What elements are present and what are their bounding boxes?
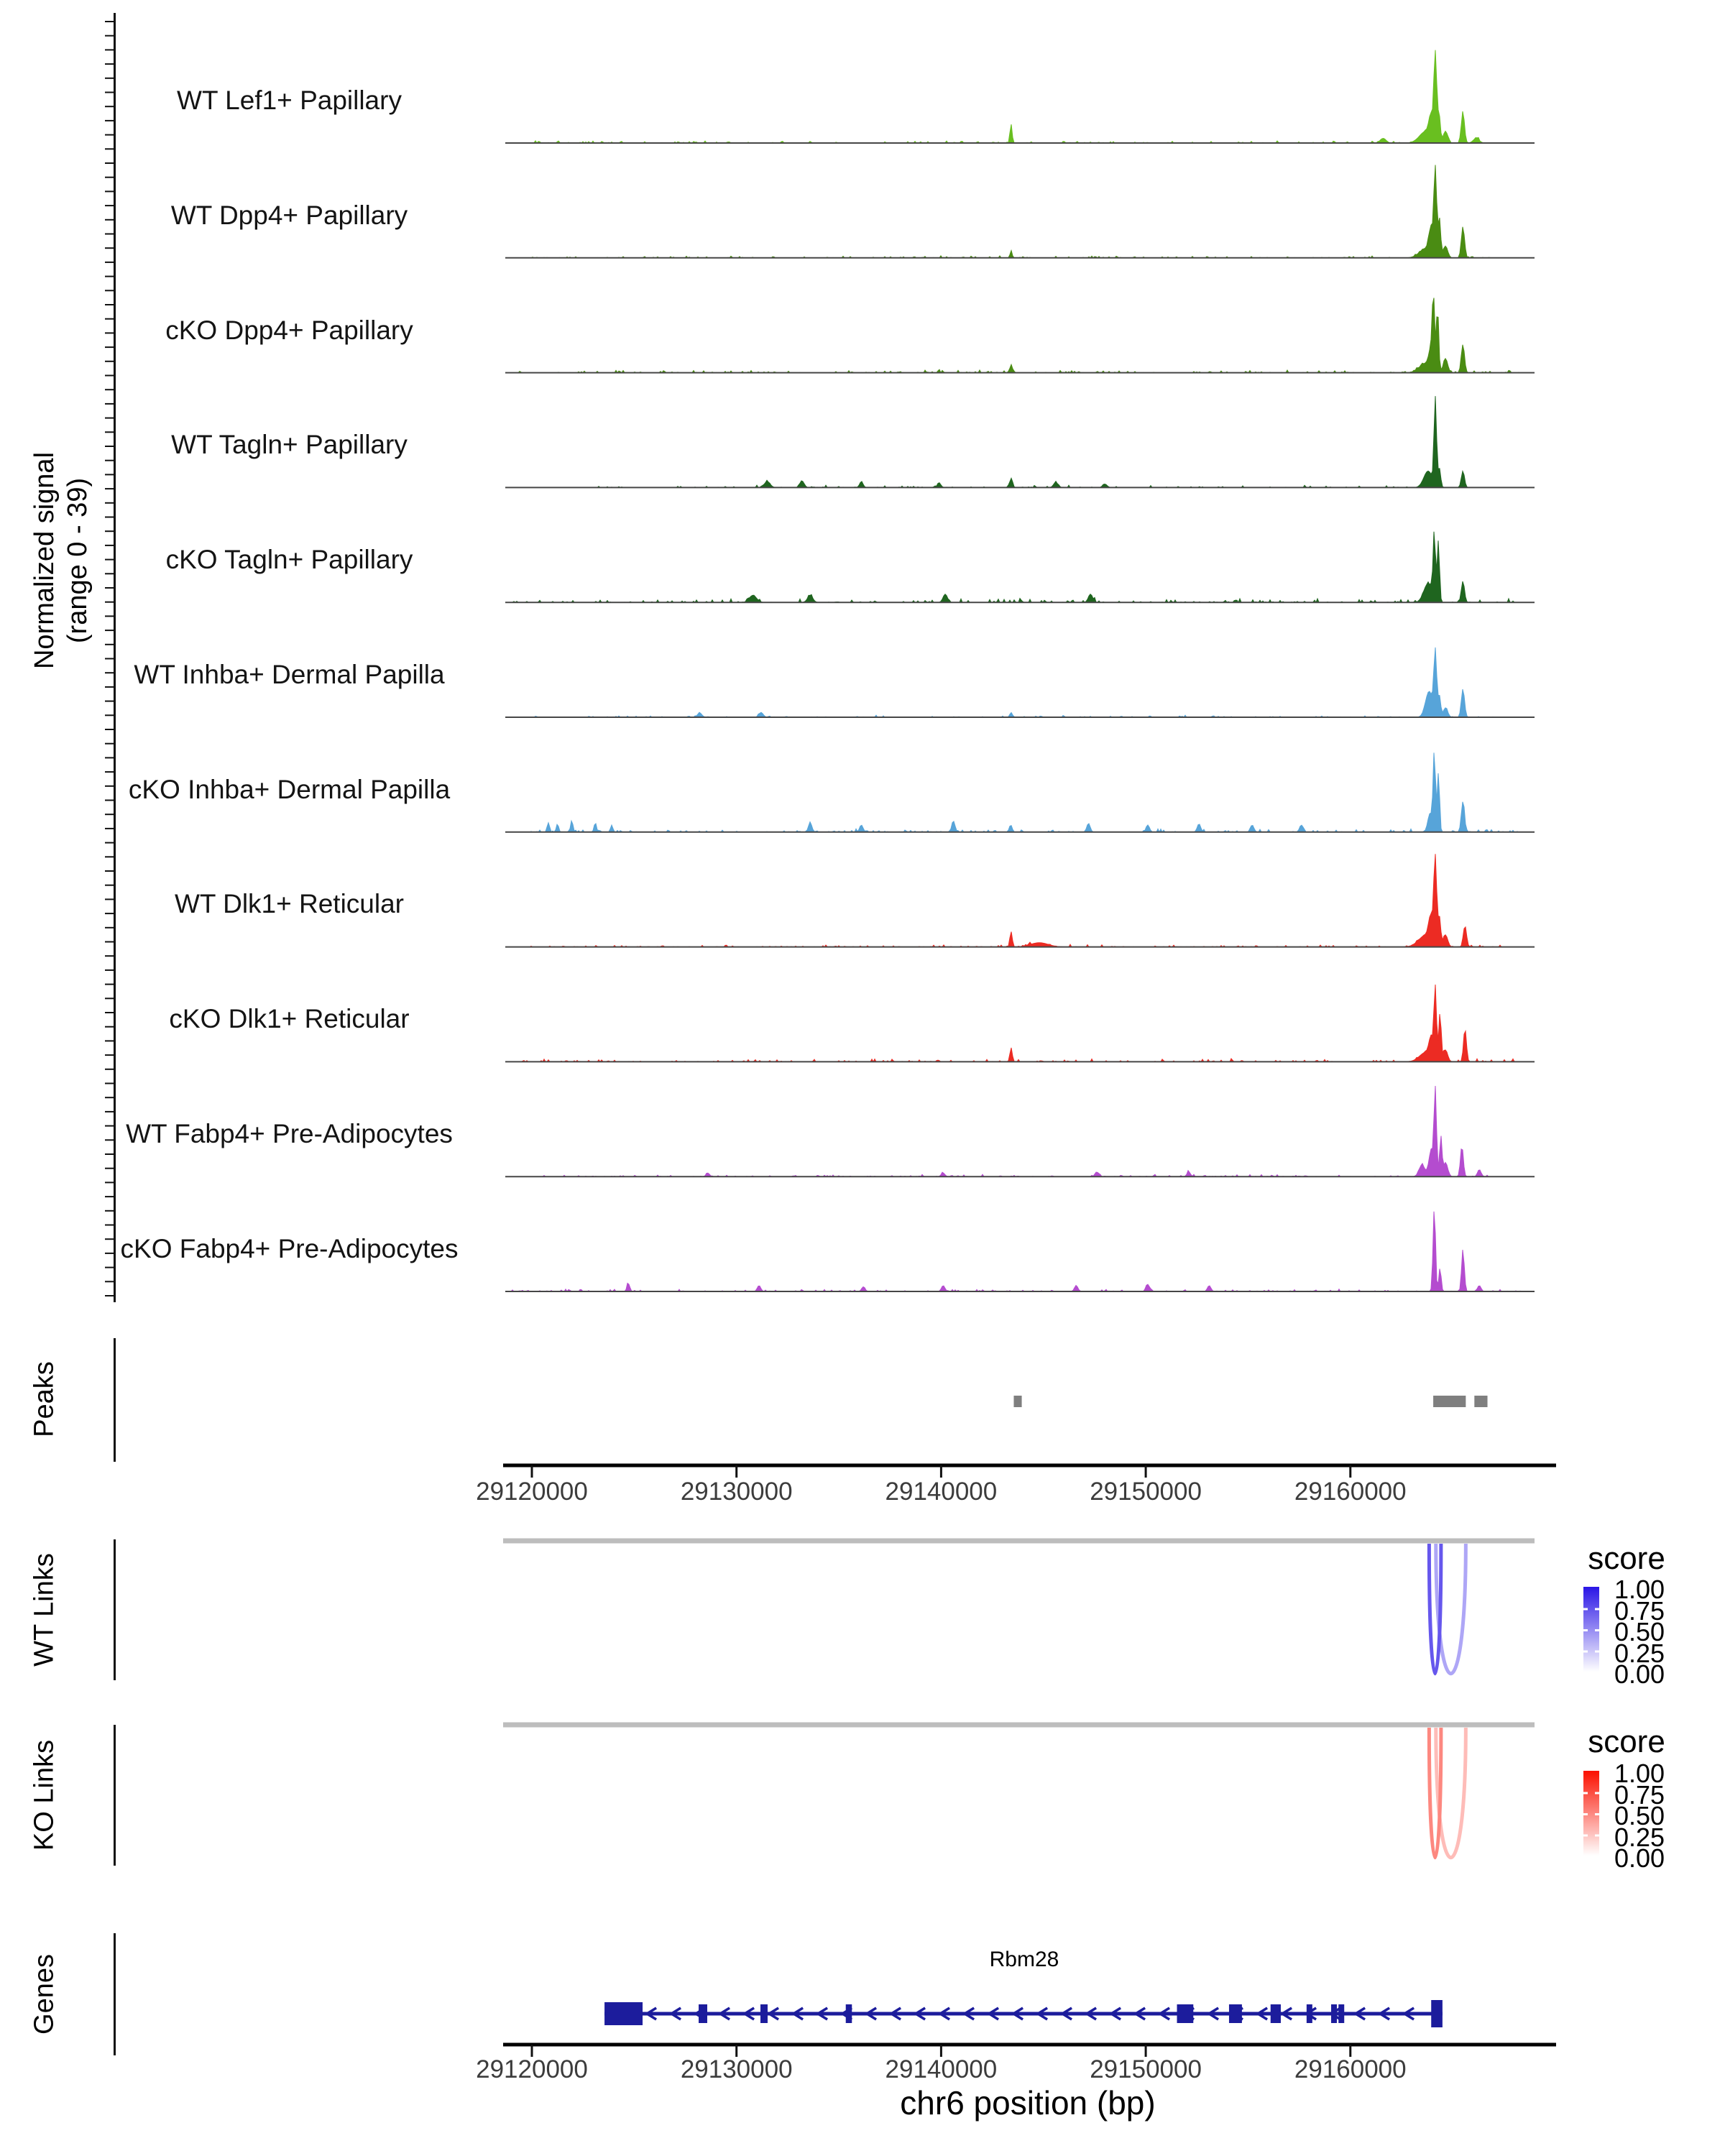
wt-score-legend-bar-tick <box>1595 1608 1599 1611</box>
ko-score-legend-bar-tick <box>1583 1813 1588 1815</box>
x-tick-label-upper: 29160000 <box>1294 1478 1407 1506</box>
gene-exon-3 <box>1177 2004 1194 2023</box>
y-axis-title-line1: Normalized signal <box>29 451 60 670</box>
x-tick-label-upper: 29120000 <box>476 1478 588 1506</box>
gene-tss-box <box>1431 2000 1443 2027</box>
gene-utr-box <box>604 2002 643 2025</box>
x-tick-label-lower: 29150000 <box>1090 2055 1202 2083</box>
gene-exon-6 <box>1307 2004 1312 2023</box>
gene-name-label: Rbm28 <box>989 1948 1059 1971</box>
track-label-wt-lef1: WT Lef1+ Papillary <box>177 86 402 115</box>
gene-exon-4 <box>1229 2004 1242 2023</box>
signal-area-track-6 <box>505 752 1535 831</box>
signal-area-track-2 <box>505 298 1535 373</box>
ko-links-section-label: KO Links <box>29 1739 60 1851</box>
gene-exon-7 <box>1331 2004 1337 2023</box>
gene-exon-2 <box>846 2004 852 2023</box>
ko-legend-tick-label: 1.00 <box>1614 1759 1665 1788</box>
signal-area-track-7 <box>505 854 1535 946</box>
ko-score-legend-title: score <box>1588 1724 1665 1759</box>
signal-area-track-0 <box>505 50 1535 143</box>
track-label-cko-tagln: cKO Tagln+ Papillary <box>165 545 413 574</box>
ko-legend-tick-label: 0.00 <box>1614 1843 1665 1873</box>
track-label-cko-dlk1: cKO Dlk1+ Reticular <box>169 1004 410 1033</box>
ko-legend-tick-label: 0.75 <box>1614 1779 1665 1810</box>
signal-area-track-4 <box>505 532 1535 602</box>
wt-legend-tick-label: 0.75 <box>1614 1595 1665 1626</box>
x-tick-label-upper: 29140000 <box>885 1478 998 1506</box>
wt-links-section-label: WT Links <box>29 1553 60 1667</box>
ko-score-legend-bar-tick <box>1595 1835 1599 1837</box>
wt-score-legend-title: score <box>1588 1541 1665 1576</box>
gene-exon-1 <box>760 2004 768 2023</box>
wt-legend-tick-label: 0.50 <box>1614 1617 1665 1646</box>
wt-score-legend-bar-tick <box>1583 1629 1588 1631</box>
signal-area-track-9 <box>505 1086 1535 1176</box>
wt-legend-tick-label: 0.00 <box>1614 1659 1665 1689</box>
signal-area-track-10 <box>505 1212 1535 1291</box>
track-label-wt-dpp4: WT Dpp4+ Papillary <box>170 201 408 230</box>
gene-exon-0 <box>699 2004 707 2023</box>
x-tick-label-lower: 29140000 <box>885 2055 998 2083</box>
ko-legend-tick-label: 0.50 <box>1614 1801 1665 1830</box>
ko-score-legend-bar-tick <box>1583 1835 1588 1837</box>
track-label-wt-fabp4: WT Fabp4+ Pre-Adipocytes <box>126 1119 453 1148</box>
ko-score-legend-bar-tick <box>1595 1792 1599 1795</box>
signal-area-track-8 <box>505 985 1535 1061</box>
gene-exon-5 <box>1271 2004 1281 2023</box>
peak-box-2 <box>1474 1396 1487 1407</box>
signal-area-track-5 <box>505 648 1535 717</box>
x-axis-label: chr6 position (bp) <box>900 2084 1156 2122</box>
wt-score-legend-bar-tick <box>1595 1651 1599 1653</box>
ko-legend-tick-label: 0.25 <box>1614 1822 1665 1852</box>
genes-section-label: Genes <box>29 1954 60 2035</box>
signal-area-track-3 <box>505 396 1535 487</box>
y-axis-title <box>28 452 94 669</box>
peak-box-1 <box>1433 1396 1466 1407</box>
track-label-wt-dlk1: WT Dlk1+ Reticular <box>174 889 405 918</box>
signal-area-track-1 <box>505 165 1535 258</box>
x-tick-label-lower: 29160000 <box>1294 2055 1407 2083</box>
wt-legend-tick-label: 0.25 <box>1614 1638 1665 1668</box>
track-label-wt-tagln: WT Tagln+ Papillary <box>171 430 408 459</box>
wt-score-legend-bar-tick <box>1583 1651 1588 1653</box>
peaks-section-label: Peaks <box>29 1361 60 1437</box>
x-tick-label-lower: 29130000 <box>680 2055 793 2083</box>
x-tick-label-upper: 29130000 <box>680 1478 793 1506</box>
y-axis-title-line2: (range 0 - 39) <box>63 477 93 644</box>
track-label-cko-inhba: cKO Inhba+ Dermal Papilla <box>128 775 451 804</box>
x-tick-label-upper: 29150000 <box>1090 1478 1202 1506</box>
gene-exon-8 <box>1338 2004 1344 2023</box>
wt-legend-tick-label: 1.00 <box>1614 1575 1665 1604</box>
wt-score-legend-bar-tick <box>1595 1629 1599 1631</box>
x-tick-label-lower: 29120000 <box>476 2055 588 2083</box>
peak-box-0 <box>1013 1396 1021 1407</box>
ko-score-legend-bar-tick <box>1595 1813 1599 1815</box>
track-label-cko-fabp4: cKO Fabp4+ Pre-Adipocytes <box>120 1234 459 1263</box>
ko-score-legend-bar-tick <box>1583 1792 1588 1795</box>
wt-score-legend-bar-tick <box>1583 1608 1588 1611</box>
track-label-wt-inhba: WT Inhba+ Dermal Papilla <box>134 660 445 689</box>
track-label-cko-dpp4: cKO Dpp4+ Papillary <box>165 315 413 345</box>
